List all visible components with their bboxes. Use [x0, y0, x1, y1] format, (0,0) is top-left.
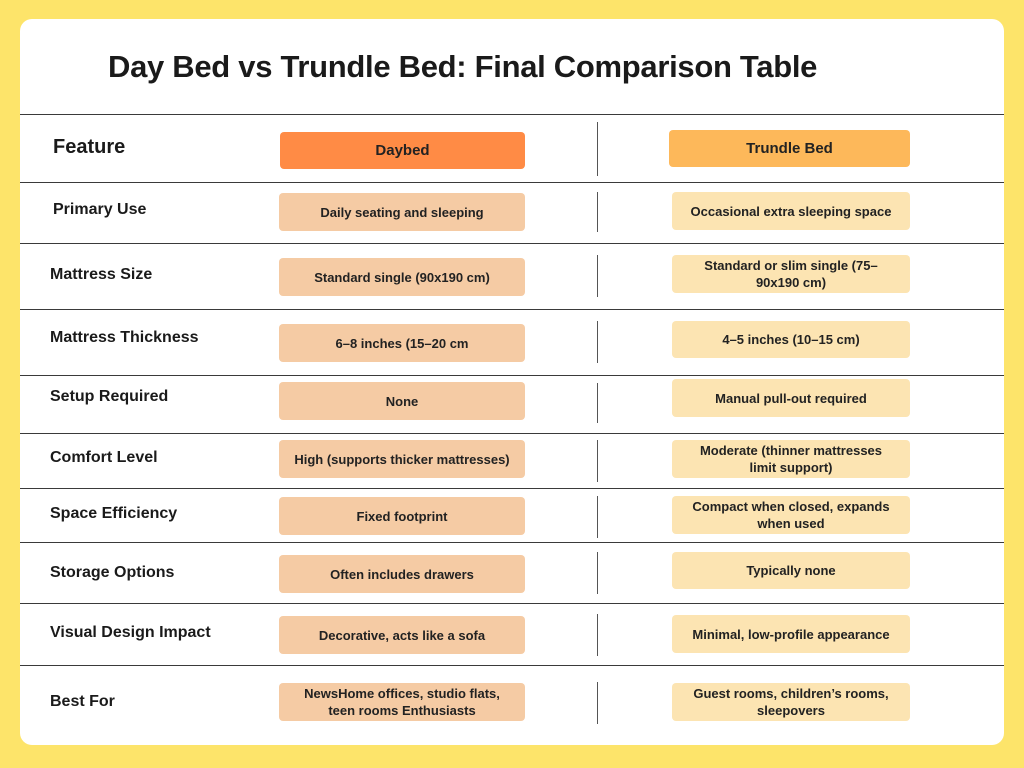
row-feature-primary-use: Primary Use [53, 201, 147, 218]
comparison-card [20, 19, 1004, 745]
page-title: Day Bed vs Trundle Bed: Final Comparison Table [108, 49, 818, 84]
row-feature-visual-design-impact: Visual Design Impact [50, 624, 211, 641]
column-divider [597, 496, 598, 538]
column-divider [597, 192, 598, 232]
trundle-cell: Moderate (thinner mattresses limit support) [672, 440, 910, 478]
daybed-cell: None [279, 382, 525, 420]
row-feature-best-for: Best For [50, 693, 115, 710]
trundle-cell: Occasional extra sleeping space [672, 192, 910, 230]
divider [20, 433, 1004, 434]
header-trundle: Trundle Bed [669, 130, 910, 167]
divider [20, 603, 1004, 604]
column-divider [597, 614, 598, 656]
daybed-cell: Daily seating and sleeping [279, 193, 525, 231]
trundle-cell: Standard or slim single (75–90x190 cm) [672, 255, 910, 293]
row-feature-mattress-thickness: Mattress Thickness [50, 329, 199, 346]
divider [20, 309, 1004, 310]
divider [20, 243, 1004, 244]
daybed-cell: Fixed footprint [279, 497, 525, 535]
column-divider [597, 321, 598, 363]
trundle-cell: Guest rooms, children’s rooms, sleepovers [672, 683, 910, 721]
row-feature-setup-required: Setup Required [50, 388, 169, 405]
daybed-cell: High (supports thicker mattresses) [279, 440, 525, 478]
daybed-cell: 6–8 inches (15–20 cm [279, 324, 525, 362]
column-divider [597, 383, 598, 423]
trundle-cell: Compact when closed, expands when used [672, 496, 910, 534]
header-daybed: Daybed [280, 132, 525, 169]
divider [20, 542, 1004, 543]
column-divider [597, 255, 598, 297]
row-feature-storage-options: Storage Options [50, 564, 175, 581]
row-feature-comfort-level: Comfort Level [50, 449, 158, 466]
trundle-cell: 4–5 inches (10–15 cm) [672, 321, 910, 358]
divider [20, 182, 1004, 183]
divider [20, 375, 1004, 376]
column-divider [597, 552, 598, 594]
row-feature-space-efficiency: Space Efficiency [50, 505, 178, 522]
trundle-cell: Manual pull-out required [672, 379, 910, 417]
daybed-cell: Standard single (90x190 cm) [279, 258, 525, 296]
header-feature: Feature [53, 136, 126, 158]
column-divider [597, 122, 598, 176]
trundle-cell: Typically none [672, 552, 910, 589]
divider [20, 665, 1004, 666]
column-divider [597, 682, 598, 724]
divider [20, 114, 1004, 115]
daybed-cell: Decorative, acts like a sofa [279, 616, 525, 654]
divider [20, 488, 1004, 489]
row-feature-mattress-size: Mattress Size [50, 266, 153, 283]
daybed-cell: NewsHome offices, studio flats, teen rooms Enthusiasts [279, 683, 525, 721]
trundle-cell: Minimal, low-profile appearance [672, 615, 910, 653]
column-divider [597, 440, 598, 482]
daybed-cell: Often includes drawers [279, 555, 525, 593]
